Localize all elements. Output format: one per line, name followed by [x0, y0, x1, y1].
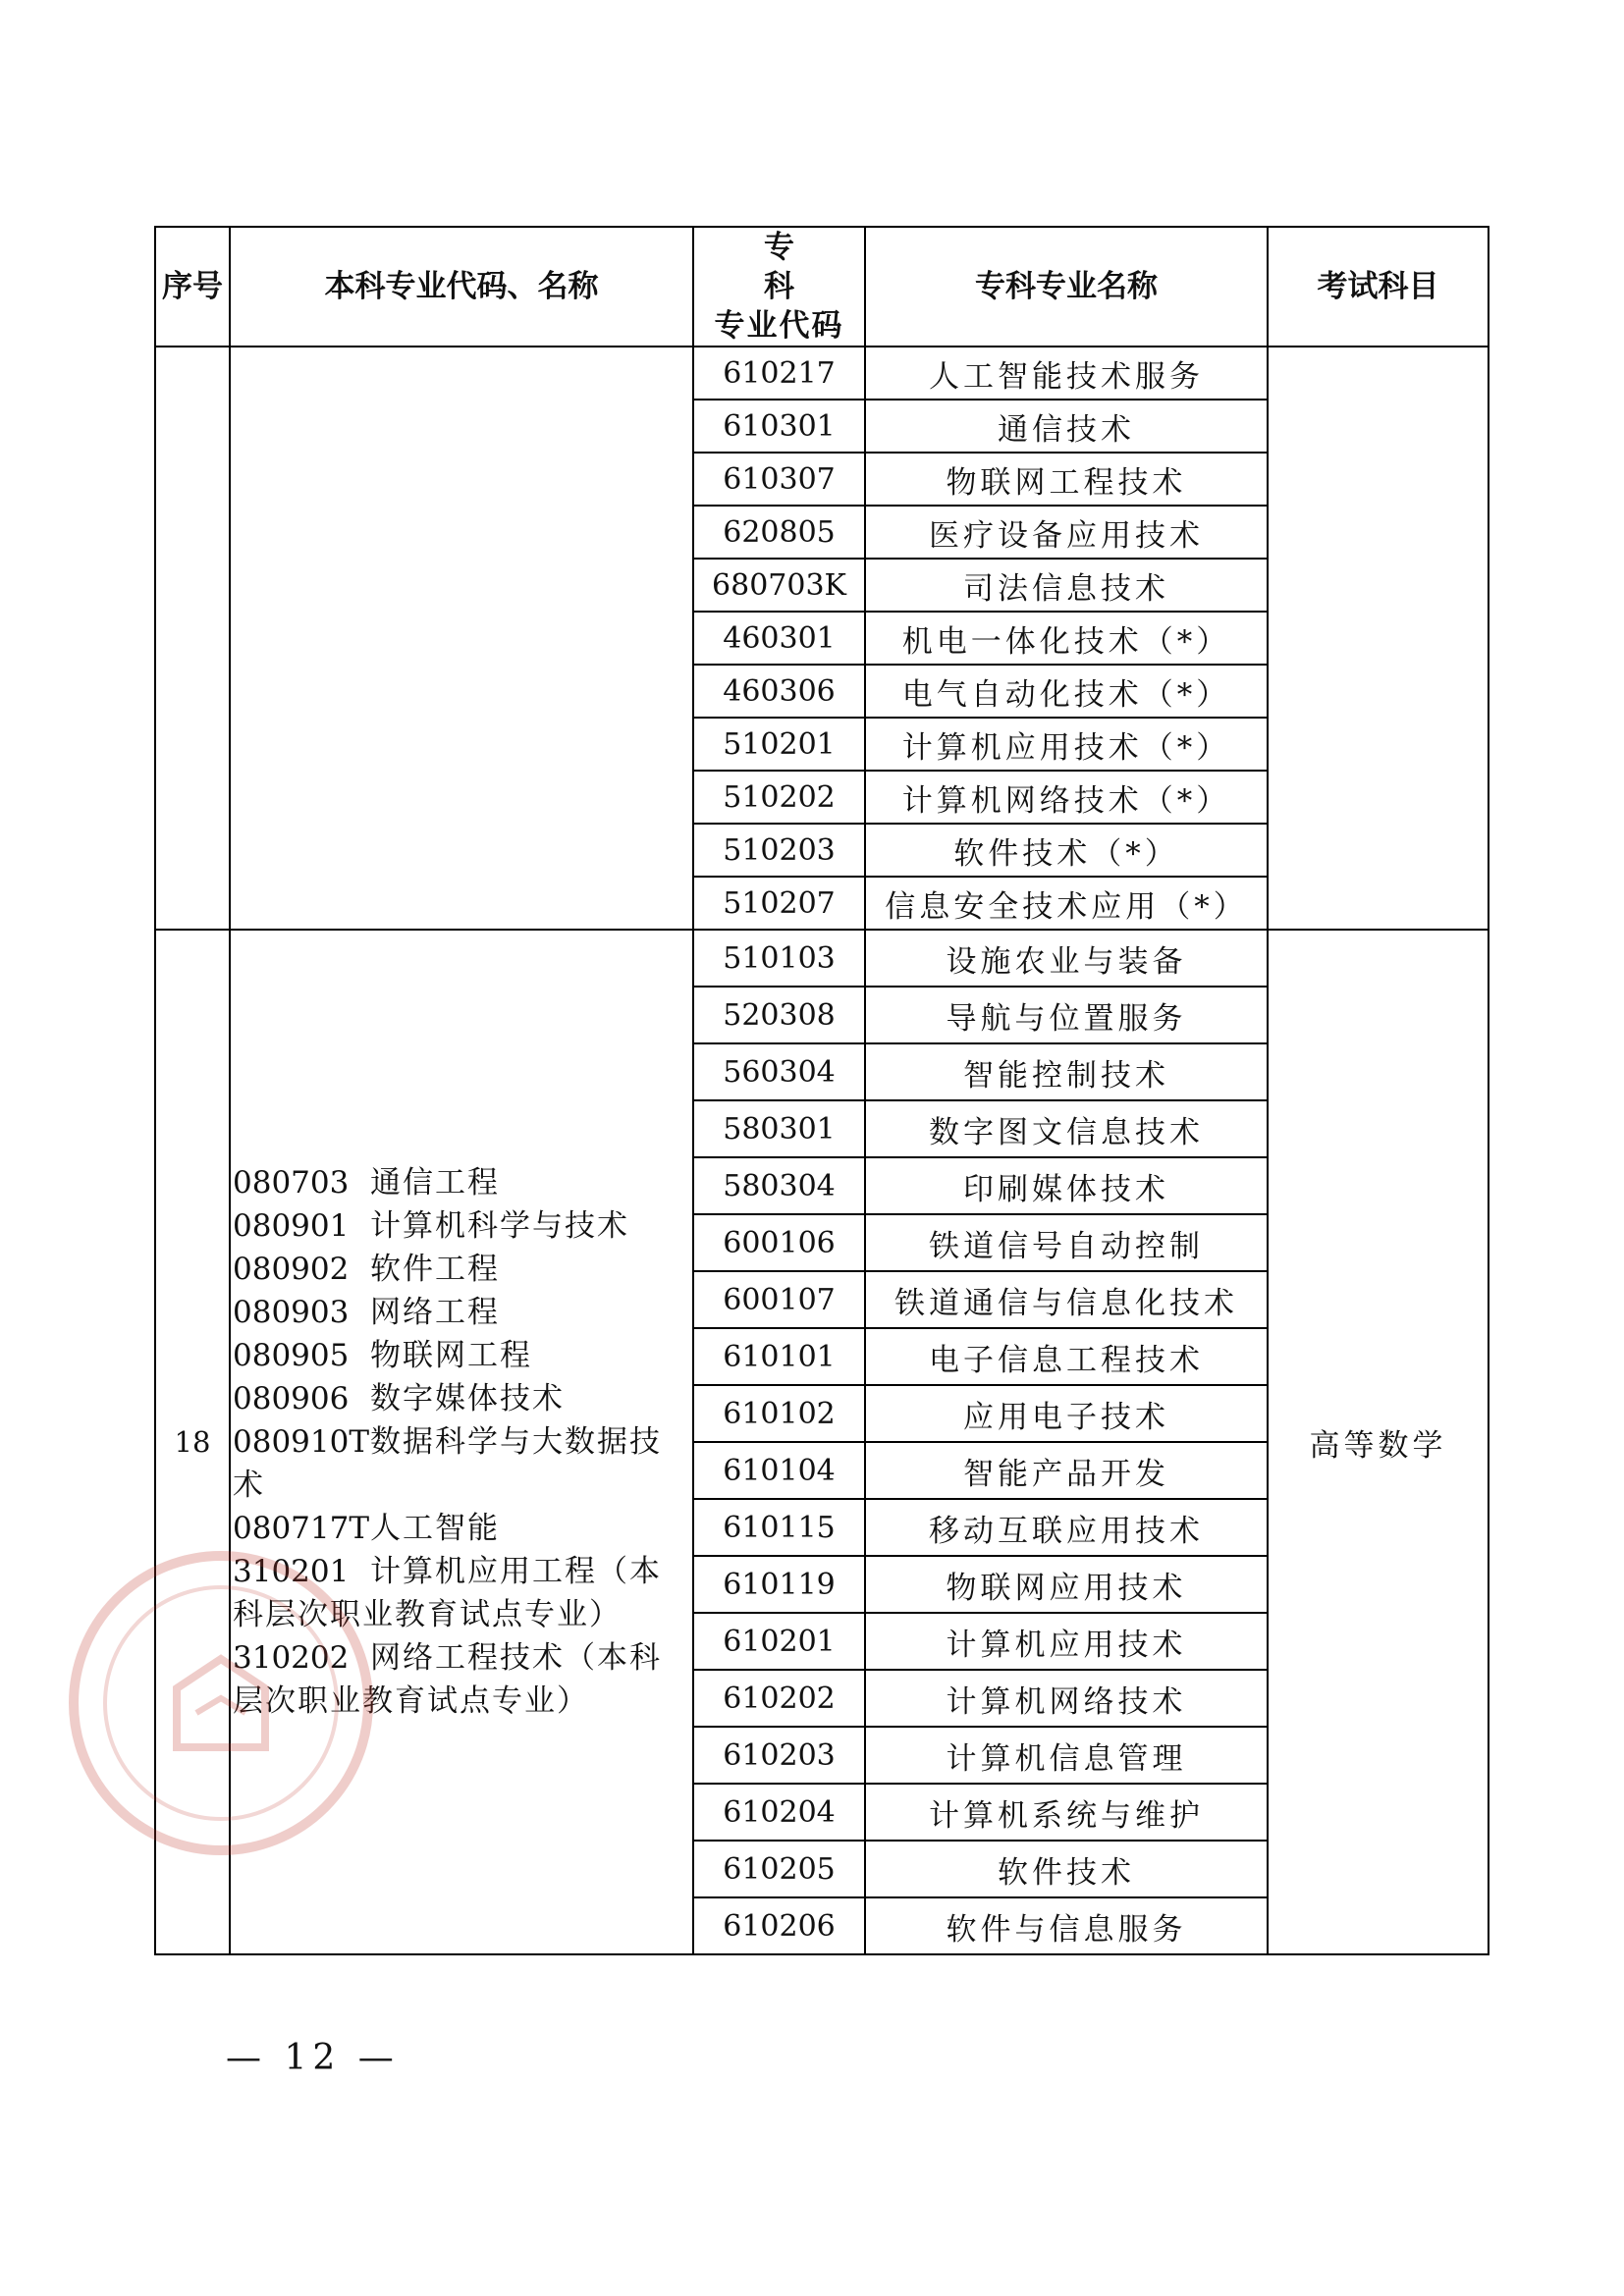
undergrad-major — [233, 1420, 688, 1507]
undergrad-name: 计算机科学与技术 — [370, 1208, 629, 1244]
undergrad-name: 计算机应用工程（本科层次职业教育试点专业） — [233, 1554, 662, 1632]
zhuanke-code-cell: 610203 — [693, 1727, 865, 1784]
zhuanke-name-cell: 电气自动化技术（*） — [865, 665, 1268, 718]
seq-cell — [155, 347, 230, 930]
zhuanke-name-cell: 导航与位置服务 — [865, 987, 1268, 1043]
undergrad-name: 通信工程 — [370, 1165, 500, 1201]
zhuanke-name-cell: 司法信息技术 — [865, 559, 1268, 612]
zhuanke-name-cell: 智能产品开发 — [865, 1442, 1268, 1499]
undergrad-name: 网络工程 — [370, 1295, 500, 1330]
zhuanke-code-cell: 610205 — [693, 1841, 865, 1897]
zhuanke-name-cell: 信息安全技术应用（*） — [865, 877, 1268, 930]
undergrad-code: 310202 — [233, 1640, 350, 1676]
undergrad-cell — [230, 347, 693, 930]
undergrad-major — [233, 1550, 688, 1636]
zhuanke-name-cell: 物联网应用技术 — [865, 1556, 1268, 1613]
undergrad-major — [233, 1507, 688, 1550]
zhuanke-code-cell: 580304 — [693, 1157, 865, 1214]
table-header-row — [155, 227, 1489, 347]
zhuanke-code-cell: 600107 — [693, 1271, 865, 1328]
undergrad-code: 080906 — [233, 1381, 350, 1416]
zhuanke-name-cell: 设施农业与装备 — [865, 930, 1268, 987]
zhuanke-code-cell: 610102 — [693, 1385, 865, 1442]
undergrad-name: 数据科学与大数据技术 — [233, 1424, 662, 1503]
zhuanke-name-cell: 铁道通信与信息化技术 — [865, 1271, 1268, 1328]
zhuanke-code-cell: 610206 — [693, 1897, 865, 1954]
zhuanke-code-cell: 510103 — [693, 930, 865, 987]
undergrad-major — [233, 1636, 688, 1723]
zhuanke-code-cell: 510201 — [693, 718, 865, 771]
zhuanke-name-cell: 计算机信息管理 — [865, 1727, 1268, 1784]
undergrad-major — [233, 1334, 688, 1377]
undergrad-major — [233, 1291, 688, 1334]
zhuanke-name-cell: 智能控制技术 — [865, 1043, 1268, 1100]
zhuanke-name-cell: 软件技术 — [865, 1841, 1268, 1897]
zhuanke-name-cell: 计算机应用技术 — [865, 1613, 1268, 1670]
zhuanke-name-cell: 计算机应用技术（*） — [865, 718, 1268, 771]
header-code-line2: 专业代码 — [714, 308, 844, 344]
undergrad-name: 物联网工程 — [370, 1338, 532, 1373]
undergrad-code: 080902 — [233, 1252, 350, 1287]
zhuanke-code-cell: 620805 — [693, 506, 865, 559]
zhuanke-name-cell: 铁道信号自动控制 — [865, 1214, 1268, 1271]
undergrad-code: 310201 — [233, 1554, 350, 1589]
zhuanke-name-cell: 通信技术 — [865, 400, 1268, 453]
header-subject: 考试科目 — [1268, 227, 1489, 347]
zhuanke-name-cell: 软件与信息服务 — [865, 1897, 1268, 1954]
table-row — [155, 347, 1489, 400]
table-row — [155, 930, 1489, 987]
zhuanke-name-cell: 印刷媒体技术 — [865, 1157, 1268, 1214]
zhuanke-code-cell: 510207 — [693, 877, 865, 930]
subject-cell — [1268, 347, 1489, 930]
majors-table — [154, 226, 1489, 1955]
header-name: 专科专业名称 — [865, 227, 1268, 347]
zhuanke-code-cell: 460301 — [693, 612, 865, 665]
zhuanke-name-cell: 移动互联应用技术 — [865, 1499, 1268, 1556]
zhuanke-code-cell: 610201 — [693, 1613, 865, 1670]
undergrad-major — [233, 1161, 688, 1204]
zhuanke-code-cell: 680703K — [693, 559, 865, 612]
subject-cell: 高等数学 — [1268, 930, 1489, 1954]
seq-cell: 18 — [155, 930, 230, 1954]
zhuanke-code-cell: 610202 — [693, 1670, 865, 1727]
zhuanke-name-cell: 物联网工程技术 — [865, 453, 1268, 506]
zhuanke-code-cell: 560304 — [693, 1043, 865, 1100]
zhuanke-name-cell: 软件技术（*） — [865, 824, 1268, 877]
undergrad-name: 软件工程 — [370, 1252, 500, 1287]
header-undergrad: 本科专业代码、名称 — [230, 227, 693, 347]
zhuanke-name-cell: 应用电子技术 — [865, 1385, 1268, 1442]
zhuanke-code-cell: 610101 — [693, 1328, 865, 1385]
header-code — [693, 227, 865, 347]
undergrad-code: 080703 — [233, 1165, 350, 1201]
zhuanke-code-cell: 600106 — [693, 1214, 865, 1271]
zhuanke-code-cell: 610119 — [693, 1556, 865, 1613]
undergrad-name: 数字媒体技术 — [370, 1381, 565, 1416]
undergrad-major — [233, 1377, 688, 1420]
zhuanke-code-cell: 610104 — [693, 1442, 865, 1499]
zhuanke-code-cell: 610301 — [693, 400, 865, 453]
zhuanke-code-cell: 610307 — [693, 453, 865, 506]
undergrad-code: 080905 — [233, 1338, 350, 1373]
undergrad-name: 人工智能 — [370, 1511, 500, 1546]
undergrad-major — [233, 1248, 688, 1291]
undergrad-code: 080901 — [233, 1208, 350, 1244]
zhuanke-name-cell: 人工智能技术服务 — [865, 347, 1268, 400]
header-seq: 序号 — [155, 227, 230, 347]
undergrad-name: 网络工程技术（本科层次职业教育试点专业） — [233, 1640, 662, 1719]
zhuanke-name-cell: 计算机网络技术（*） — [865, 771, 1268, 824]
undergrad-code: 080903 — [233, 1295, 350, 1330]
zhuanke-code-cell: 610217 — [693, 347, 865, 400]
zhuanke-code-cell: 610115 — [693, 1499, 865, 1556]
undergrad-cell — [230, 930, 693, 1954]
zhuanke-name-cell: 数字图文信息技术 — [865, 1100, 1268, 1157]
undergrad-code: 080910T — [233, 1424, 370, 1460]
zhuanke-code-cell: 580301 — [693, 1100, 865, 1157]
undergrad-code: 080717T — [233, 1511, 370, 1546]
header-code-line1: 专 科 — [764, 230, 822, 304]
undergrad-major — [233, 1204, 688, 1248]
zhuanke-code-cell: 510203 — [693, 824, 865, 877]
zhuanke-name-cell: 机电一体化技术（*） — [865, 612, 1268, 665]
zhuanke-code-cell: 460306 — [693, 665, 865, 718]
zhuanke-name-cell: 计算机网络技术 — [865, 1670, 1268, 1727]
zhuanke-code-cell: 610204 — [693, 1784, 865, 1841]
zhuanke-code-cell: 520308 — [693, 987, 865, 1043]
zhuanke-name-cell: 计算机系统与维护 — [865, 1784, 1268, 1841]
zhuanke-name-cell: 医疗设备应用技术 — [865, 506, 1268, 559]
page-number: — 12 — — [226, 2038, 400, 2078]
zhuanke-name-cell: 电子信息工程技术 — [865, 1328, 1268, 1385]
zhuanke-code-cell: 510202 — [693, 771, 865, 824]
